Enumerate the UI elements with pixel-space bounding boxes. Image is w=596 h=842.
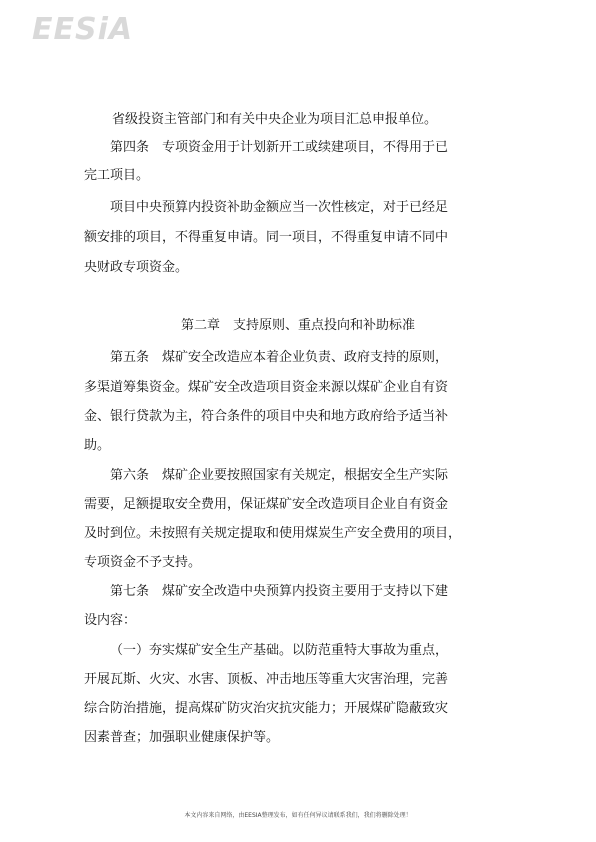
article-6-line: 第六条 煤矿企业要按照国家有关规定，根据安全生产实际: [110, 468, 449, 483]
paragraph-line: 助。: [84, 438, 111, 453]
item-1-line: （一）夯实煤矿安全生产基础。以防范重特大事故为重点，: [110, 643, 449, 658]
paragraph-line: 额安排的项目，不得重复申请。同一项目，不得重复申请不同中: [84, 230, 449, 245]
paragraph-line: 金、银行贷款为主，符合条件的项目中央和地方政府给予适当补: [84, 409, 449, 424]
article-5-line: 第五条 煤矿安全改造应本着企业负责、政府支持的原则，: [110, 350, 449, 365]
chapter-heading: 第二章 支持原则、重点投向和补助标准: [180, 318, 415, 333]
paragraph-line: 完工项目。: [84, 168, 150, 183]
paragraph-line: 开展瓦斯、火灾、水害、顶板、冲击地压等重大灾害治理，完善: [84, 672, 449, 687]
eesia-logo: EESiA: [32, 12, 134, 47]
paragraph-line: 及时到位。未按照有关规定提取和使用煤炭生产安全费用的项目，: [84, 526, 462, 541]
paragraph-line: 需要，足额提取安全费用，保证煤矿安全改造项目企业自有资金: [84, 497, 449, 512]
article-4-line: 第四条 专项资金用于计划新开工或续建项目，不得用于已: [110, 140, 449, 155]
paragraph-line: 综合防治措施，提高煤矿防灾治灾抗灾能力；开展煤矿隐蔽致灾: [84, 701, 449, 716]
paragraph-line: 央财政专项资金。: [84, 260, 189, 275]
article-7-line: 第七条 煤矿安全改造中央预算内投资主要用于支持以下建: [110, 584, 449, 599]
paragraph-line: 设内容：: [84, 613, 137, 628]
paragraph-line: 多渠道筹集资金。煤矿安全改造项目资金来源以煤矿企业自有资: [84, 380, 449, 395]
paragraph-line: 专项资金不予支持。: [84, 555, 202, 570]
paragraph-line: 项目中央预算内投资补助金额应当一次性核定，对于已经足: [110, 200, 449, 215]
paragraph-line: 因素普查；加强职业健康保护等。: [84, 730, 280, 745]
footer-disclaimer: 本文内容来自网络，由EESIA整理发布，如有任何异议请联系我们，我们将删除处理！: [184, 812, 412, 819]
paragraph-line: 省级投资主管部门和有关中央企业为项目汇总申报单位。: [112, 112, 438, 127]
